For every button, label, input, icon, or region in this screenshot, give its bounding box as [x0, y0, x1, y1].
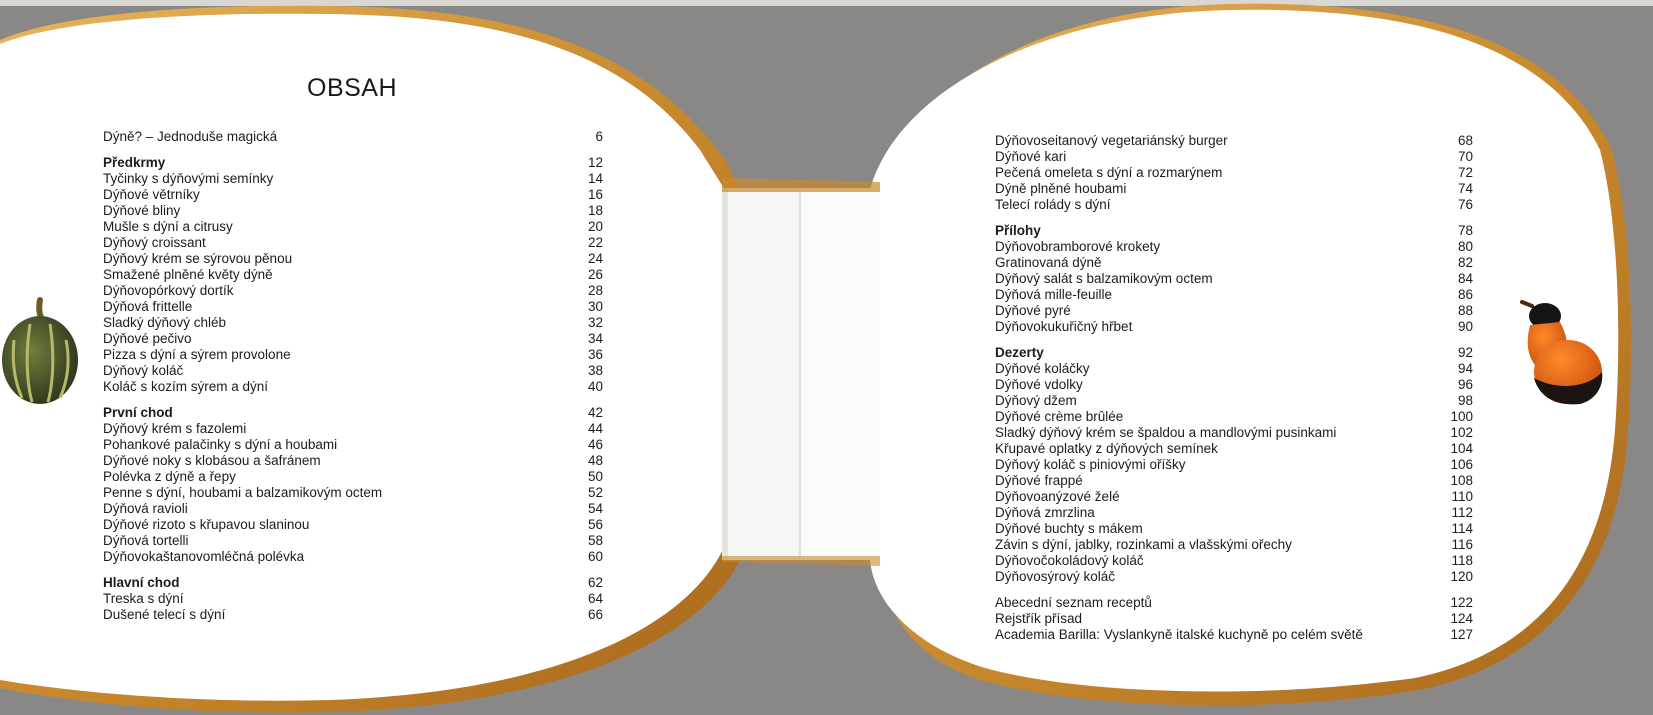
- page-number: 52: [587, 485, 603, 500]
- page-number: 58: [587, 533, 603, 548]
- entry-title: Dýňový koláč s piniovými oříšky: [995, 457, 1186, 472]
- page-number: 94: [1457, 361, 1473, 376]
- page-number: 76: [1457, 197, 1473, 212]
- page-number: 22: [587, 235, 603, 250]
- entry-title: Sladký dýňový krém se špaldou a mandlovými pusinkami: [995, 425, 1337, 440]
- entry-title: Rejstřík přísad: [995, 611, 1083, 626]
- page-number: 62: [587, 575, 603, 590]
- page-number: 96: [1457, 377, 1473, 392]
- entry-title: Dýňové koláčky: [995, 361, 1090, 376]
- page-number: 100: [1450, 409, 1473, 424]
- page-number: 46: [587, 437, 603, 452]
- entry-title: Dýňový krém se sýrovou pěnou: [103, 251, 293, 266]
- entry-title: Dýňové bliny: [103, 203, 181, 218]
- page-number: 74: [1457, 181, 1473, 196]
- page-number: 110: [1451, 489, 1473, 504]
- entry-title: Dýňovokaštanovomléčná polévka: [103, 549, 305, 564]
- section-title: Hlavní chod: [103, 575, 180, 590]
- center-right-page: [800, 188, 880, 560]
- entry-title: Dýňové frappé: [995, 473, 1083, 488]
- entry-title: Dýňové pyré: [995, 303, 1071, 318]
- page-number: 120: [1450, 569, 1473, 584]
- spine-bottom-rind: [722, 556, 880, 566]
- entry-title: Abecední seznam receptů: [995, 595, 1152, 610]
- page-number: 70: [1457, 149, 1473, 164]
- page-number: 64: [587, 591, 603, 606]
- page-number: 102: [1450, 425, 1473, 440]
- page-number: 66: [587, 607, 603, 622]
- entry-title: Smažené plněné květy dýně: [103, 267, 273, 282]
- entry-title: Dýňová zmrzlina: [995, 505, 1095, 520]
- entry-title: Dýňovoanýzové želé: [995, 489, 1120, 504]
- page-number: 122: [1450, 595, 1473, 610]
- entry-title: Polévka z dýně a řepy: [103, 469, 236, 484]
- page-number: 56: [587, 517, 603, 532]
- entry-title: Dýňové kari: [995, 149, 1067, 164]
- entry-title: Dýňovočokoládový koláč: [995, 553, 1144, 568]
- entry-title: Dýně plněné houbami: [995, 181, 1127, 196]
- entry-title: Dýňová frittelle: [103, 299, 193, 314]
- page-number: 16: [587, 187, 603, 202]
- page-number: 30: [587, 299, 603, 314]
- page-number: 116: [1451, 537, 1473, 552]
- page-number: 6: [595, 129, 603, 144]
- entry-title: Sladký dýňový chléb: [103, 315, 227, 330]
- entry-title: Koláč s kozím sýrem a dýní: [103, 379, 269, 394]
- top-light-band: [0, 0, 1653, 6]
- entry-title: Dýňový koláč: [103, 363, 184, 378]
- entry-title: Dýňovokukuřičný hřbet: [995, 319, 1133, 334]
- page-number: 114: [1451, 521, 1473, 536]
- page-number: 60: [587, 549, 603, 564]
- entry-title: Telecí rolády s dýní: [995, 197, 1111, 212]
- spine-shadow: [722, 188, 728, 560]
- page-number: 26: [587, 267, 603, 282]
- page-number: 44: [587, 421, 603, 436]
- toc-title: OBSAH: [307, 74, 398, 102]
- entry-title: Dýňový salát s balzamikovým octem: [995, 271, 1213, 286]
- entry-title: Dýňovobramborové krokety: [995, 239, 1161, 254]
- entry-title: Dýňový džem: [995, 393, 1077, 408]
- entry-title: Dýňové buchty s mákem: [995, 521, 1143, 536]
- page-number: 38: [587, 363, 603, 378]
- page-number: 80: [1457, 239, 1473, 254]
- entry-title: Mušle s dýní a citrusy: [103, 219, 233, 234]
- page-number: 84: [1457, 271, 1473, 286]
- page-number: 40: [587, 379, 603, 394]
- page-number: 18: [587, 203, 603, 218]
- spine-top-rind: [722, 178, 880, 192]
- page-number: 68: [1457, 133, 1473, 148]
- entry-title: Gratinovaná dýně: [995, 255, 1102, 270]
- entry-title: Pečená omeleta s dýní a rozmarýnem: [995, 165, 1223, 180]
- center-left-page: [722, 188, 800, 560]
- entry-title: Dýně? – Jednoduše magická: [103, 129, 278, 144]
- page-number: 50: [587, 469, 603, 484]
- page-number: 12: [587, 155, 603, 170]
- page-number: 108: [1450, 473, 1473, 488]
- page-number: 20: [587, 219, 603, 234]
- page-number: 36: [587, 347, 603, 362]
- page-number: 118: [1451, 553, 1473, 568]
- entry-title: Dýňové větrníky: [103, 187, 200, 202]
- entry-title: Dýňové noky s klobásou a šafránem: [103, 453, 321, 468]
- entry-title: Dýňová mille-feuille: [995, 287, 1113, 302]
- entry-title: Dýňovosýrový koláč: [995, 569, 1116, 584]
- entry-title: Pohankové palačinky s dýní a houbami: [103, 437, 338, 452]
- entry-title: Treska s dýní: [103, 591, 184, 606]
- entry-title: Dýňovopórkový dortík: [103, 283, 234, 298]
- page-number: 112: [1451, 505, 1473, 520]
- page-number: 82: [1457, 255, 1473, 270]
- entry-title: Dýňové pečivo: [103, 331, 192, 346]
- page-number: 24: [587, 251, 603, 266]
- entry-title: Dušené telecí s dýní: [103, 607, 226, 622]
- page-number: 127: [1450, 627, 1473, 642]
- page-number: 48: [587, 453, 603, 468]
- entry-title: Tyčinky s dýňovými semínky: [103, 171, 274, 186]
- section-title: První chod: [103, 405, 173, 420]
- entry-title: Dýňovoseitanový vegetariánský burger: [995, 133, 1228, 148]
- right-page: [870, 10, 1618, 692]
- page-number: 106: [1450, 457, 1473, 472]
- page-number: 98: [1457, 393, 1473, 408]
- entry-title: Dýňové vdolky: [995, 377, 1083, 392]
- section-title: Dezerty: [995, 345, 1044, 360]
- page-number: 124: [1450, 611, 1473, 626]
- page-number: 28: [587, 283, 603, 298]
- page-number: 90: [1457, 319, 1473, 334]
- entry-title: Dýňová ravioli: [103, 501, 188, 516]
- page-number: 92: [1457, 345, 1473, 360]
- page-number: 42: [587, 405, 603, 420]
- page-number: 88: [1457, 303, 1473, 318]
- section-title: Přílohy: [995, 223, 1041, 238]
- entry-title: Dýňové crème brûlée: [995, 409, 1124, 424]
- entry-title: Academia Barilla: Vyslankyně italské kuchyně po celém světě: [995, 627, 1363, 642]
- page-number: 86: [1457, 287, 1473, 302]
- page-number: 14: [587, 171, 603, 186]
- entry-title: Závin s dýní, jablky, rozinkami a vlašskými ořechy: [995, 537, 1292, 552]
- entry-title: Dýňový krém s fazolemi: [103, 421, 247, 436]
- page-number: 104: [1450, 441, 1473, 456]
- entry-title: Penne s dýní, houbami a balzamikovým octem: [103, 485, 383, 500]
- entry-title: Dýňový croissant: [103, 235, 206, 250]
- entry-title: Pizza s dýní a sýrem provolone: [103, 347, 291, 362]
- page-number: 72: [1457, 165, 1473, 180]
- section-title: Předkrmy: [103, 155, 166, 170]
- entry-title: Dýňové rizoto s křupavou slaninou: [103, 517, 310, 532]
- entry-title: Dýňová tortelli: [103, 533, 189, 548]
- page-number: 34: [587, 331, 603, 346]
- page-number: 54: [587, 501, 603, 516]
- entry-title: Křupavé oplatky z dýňových semínek: [995, 441, 1218, 456]
- page-number: 32: [587, 315, 603, 330]
- page-number: 78: [1457, 223, 1473, 238]
